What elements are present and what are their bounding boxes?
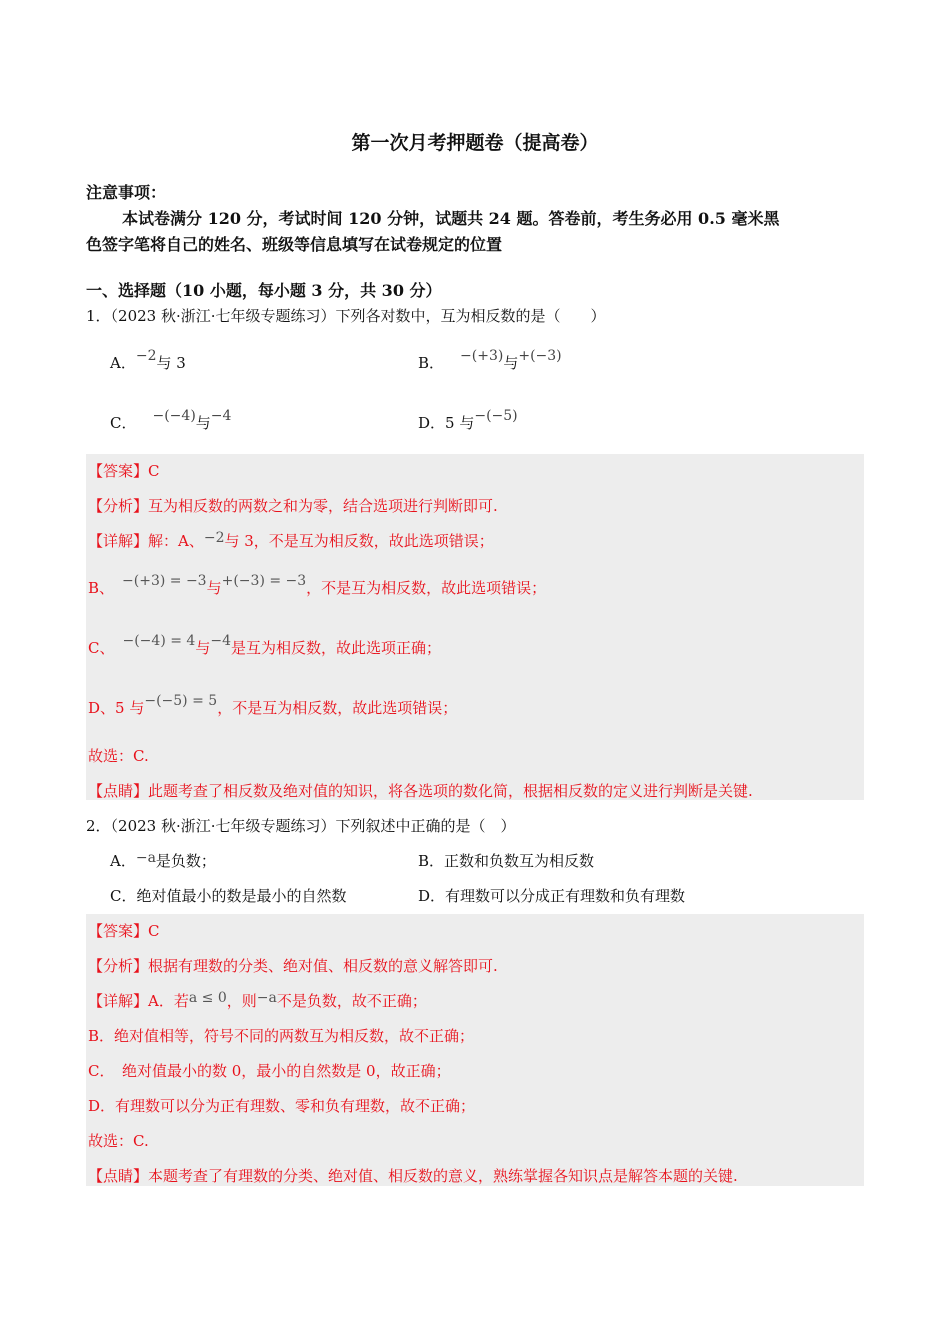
section-heading: 一、选择题（10 小题，每小题 3 分，共 30 分） <box>86 281 442 300</box>
q1-comment: 【点睛】此题考查了相反数及绝对值的知识，将各选项的数化简，根据相反数的定义进行判断是关键. <box>88 782 753 800</box>
q1-option-c-math-1: −(−4) <box>152 408 196 424</box>
q1-option-d-math: −(−5) <box>474 408 518 424</box>
q1-option-c-mid: 与 <box>195 414 211 432</box>
q1-detail-d-prefix: D、5 与 <box>88 699 145 717</box>
q2-detail-a <box>88 990 427 1011</box>
q1-detail-b-mid: 与 <box>206 579 222 597</box>
q1-option-b-label: B． <box>418 354 445 372</box>
q2-answer: 【答案】C <box>88 922 160 940</box>
q2-analysis: 【分析】根据有理数的分类、绝对值、相反数的意义解答即可. <box>88 957 498 975</box>
q1-choose: 故选：C. <box>88 747 149 765</box>
q1-answer: 【答案】C <box>88 462 160 480</box>
q1-detail-d <box>88 693 458 718</box>
q1-detail-c-math-1: −(−4) = 4 <box>122 633 196 649</box>
q1-option-c-math-2: −4 <box>210 408 232 424</box>
q2-comment: 【点睛】本题考查了有理数的分类、绝对值、相反数的意义，熟练掌握各知识点是解答本题的关键. <box>88 1167 738 1185</box>
q2-option-a <box>110 850 216 871</box>
q1-analysis: 【分析】互为相反数的两数之和为零，结合选项进行判断即可. <box>88 497 498 515</box>
q1-stem: 1．（2023 秋·浙江·七年级专题练习）下列各对数中，互为相反数的是（ ） <box>86 307 606 325</box>
q2-detail-a-math-2: −a <box>256 990 277 1006</box>
q1-option-d-label: D．5 与 <box>418 414 475 432</box>
q1-option-a-math: −2 <box>135 348 157 364</box>
q2-detail-c: C． 绝对值最小的数 0，最小的自然数是 0，故正确； <box>88 1062 451 1080</box>
q1-detail-b-prefix: B、 <box>88 579 115 597</box>
q2-stem: 2．（2023 秋·浙江·七年级专题练习）下列叙述中正确的是（ ） <box>86 817 516 835</box>
q1-detail-c-mid: 与 <box>195 639 211 657</box>
notice-heading: 注意事项： <box>86 183 167 202</box>
q1-option-a-text: 与 3 <box>156 354 186 372</box>
q1-option-c-label: C． <box>110 414 137 432</box>
q2-detail-a-math: a ≤ 0 <box>188 990 227 1006</box>
q2-detail-d: D．有理数可以分为正有理数、零和负有理数，故不正确； <box>88 1097 476 1115</box>
q2-choose: 故选：C. <box>88 1132 149 1150</box>
q1-detail-d-text: ，不是互为相反数，故此选项错误； <box>217 699 458 717</box>
q1-detail-b-math-1: −(+3) = −3 <box>122 573 207 589</box>
q2-detail-b: B．绝对值相等，符号不同的两数互为相反数，故不正确； <box>88 1027 475 1045</box>
q1-option-c <box>110 408 232 433</box>
q2-detail-a-prefix: 【详解】A．若 <box>88 992 189 1010</box>
q1-option-a-label: A． <box>110 354 136 372</box>
q2-option-c: C．绝对值最小的数是最小的自然数 <box>110 887 347 905</box>
q2-option-a-text: 是负数； <box>155 852 216 870</box>
page-title: 第一次月考押题卷（提高卷） <box>351 132 599 154</box>
q1-detail-a-text: 与 3，不是互为相反数，故此选项错误； <box>224 532 494 550</box>
q1-detail-b-text: ，不是互为相反数，故此选项错误； <box>306 579 547 597</box>
q1-option-b-math-2: +(−3) <box>518 348 562 364</box>
q1-option-b <box>418 348 562 373</box>
q1-option-d <box>418 408 518 433</box>
q1-detail-a <box>88 530 494 551</box>
q1-option-b-mid: 与 <box>503 354 519 372</box>
q1-option-a <box>110 348 186 373</box>
q1-detail-c-prefix: C、 <box>88 639 115 657</box>
notice-line-2: 色签字笔将自己的姓名、班级等信息填写在试卷规定的位置 <box>86 235 503 254</box>
q1-detail-d-math: −(−5) = 5 <box>144 693 218 709</box>
q1-detail-b <box>88 573 547 598</box>
q1-detail-c-text: 是互为相反数，故此选项正确； <box>230 639 441 657</box>
q2-detail-a-mid: ，则 <box>226 992 257 1010</box>
notice-line-1: 本试卷满分 120 分，考试时间 120 分钟，试题共 24 题。答卷前，考生务必用 0.5 毫米黑 <box>122 209 780 228</box>
q2-option-d: D．有理数可以分成正有理数和负有理数 <box>418 887 686 905</box>
q2-option-a-math: −a <box>135 850 156 866</box>
q1-detail-a-math: −2 <box>203 530 225 546</box>
q2-detail-a-text: 不是负数，故不正确； <box>276 992 427 1010</box>
q1-detail-a-prefix: 【详解】解：A、 <box>88 532 204 550</box>
q2-option-a-label: A． <box>110 852 136 870</box>
q1-option-b-math-1: −(+3) <box>460 348 504 364</box>
q1-detail-c <box>88 633 441 658</box>
q2-option-b: B．正数和负数互为相反数 <box>418 852 595 870</box>
q1-detail-c-math-2: −4 <box>210 633 231 649</box>
q1-detail-b-math-2: +(−3) = −3 <box>221 573 307 589</box>
